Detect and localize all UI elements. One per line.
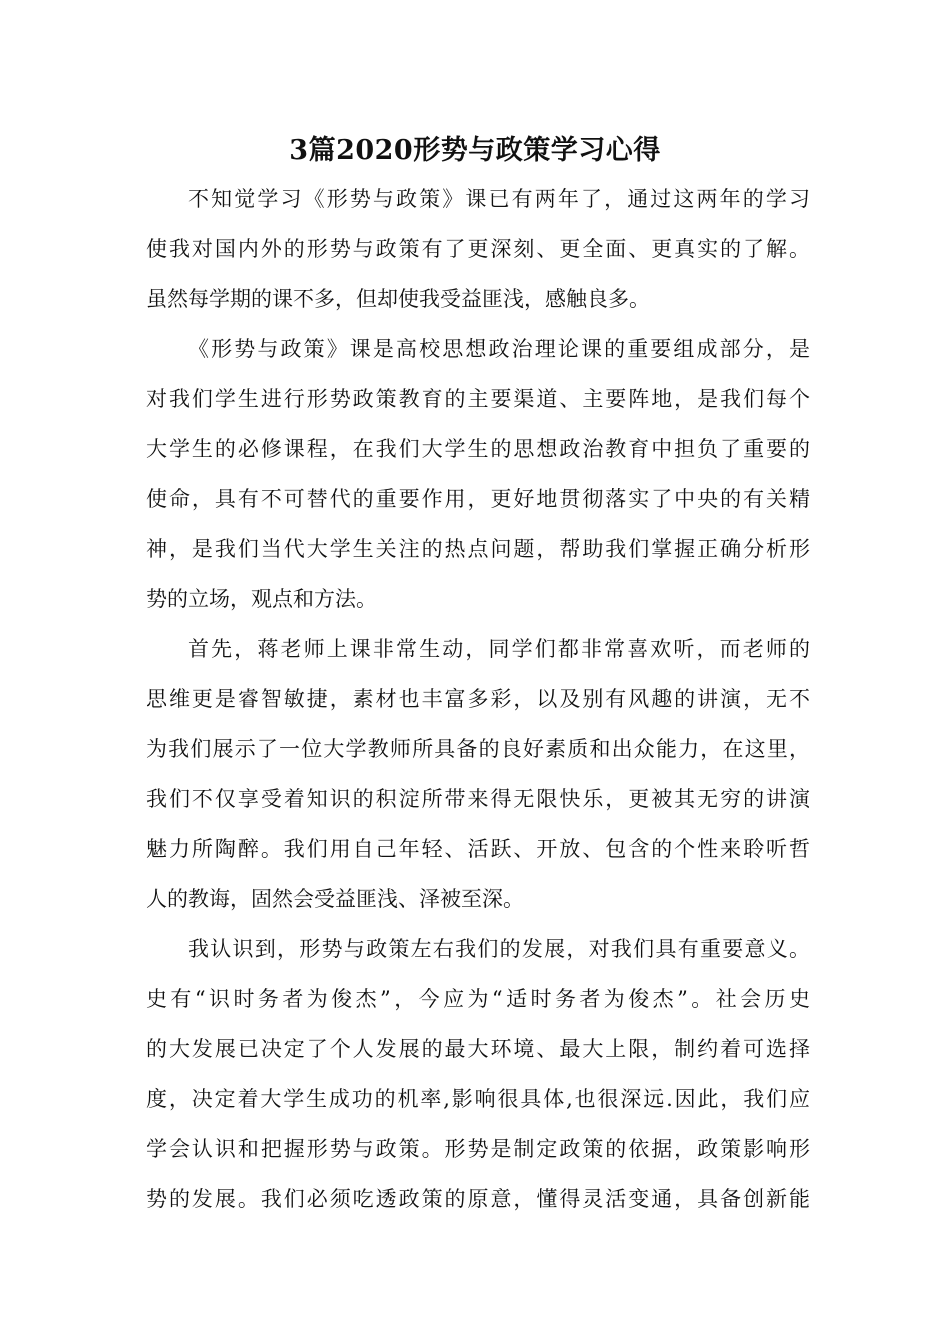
paragraph-line: 势的立场，观点和方法。 <box>146 587 377 611</box>
paragraph-line: 我们不仅享受着知识的积淀所带来得无限快乐，更被其无穷的讲演 <box>146 787 810 811</box>
paragraph-line: 使我对国内外的形势与政策有了更深刻、更全面、更真实的了解。 <box>146 237 810 261</box>
paragraph-line: 学会认识和把握形势与政策。形势是制定政策的依据，政策影响形 <box>146 1137 810 1161</box>
paragraph-line: 思维更是睿智敏捷，素材也丰富多彩，以及别有风趣的讲演，无不 <box>146 687 810 711</box>
paragraph-line: 不知觉学习《形势与政策》课已有两年了，通过这两年的学习 <box>188 187 810 211</box>
paragraph-line: 对我们学生进行形势政策教育的主要渠道、主要阵地，是我们每个 <box>146 387 810 411</box>
paragraph-line: 为我们展示了一位大学教师所具备的良好素质和出众能力，在这里， <box>146 737 810 761</box>
paragraph-line: 首先，蒋老师上课非常生动，同学们都非常喜欢听，而老师的 <box>188 637 810 661</box>
paragraph-line: 度，决定着大学生成功的机率,影响很具体,也很深远.因此，我们应 <box>146 1087 810 1111</box>
paragraph-line: 人的教诲，固然会受益匪浅、泽被至深。 <box>146 887 524 911</box>
document-title: 3篇2020形势与政策学习心得 <box>289 135 661 166</box>
paragraph-line: 魅力所陶醉。我们用自己年轻、活跃、开放、包含的个性来聆听哲 <box>146 837 810 861</box>
paragraph-line: 《形势与政策》课是高校思想政治理论课的重要组成部分，是 <box>188 337 810 361</box>
paragraph-line: 使命，具有不可替代的重要作用，更好地贯彻落实了中央的有关精 <box>146 487 810 511</box>
paragraph-line: 大学生的必修课程，在我们大学生的思想政治教育中担负了重要的 <box>146 437 810 461</box>
paragraph-line: 的大发展已决定了个人发展的最大环境、最大上限，制约着可选择 <box>146 1037 810 1061</box>
paragraph-line: 虽然每学期的课不多，但却使我受益匪浅，感触良多。 <box>146 287 650 311</box>
paragraph-line: 我认识到，形势与政策左右我们的发展，对我们具有重要意义。 <box>188 937 810 961</box>
paragraph-line: 史有“识时务者为俊杰”，今应为“适时务者为俊杰”。社会历史 <box>146 987 810 1011</box>
paragraph-line: 势的发展。我们必须吃透政策的原意，懂得灵活变通，具备创新能 <box>146 1187 810 1211</box>
paragraph-line: 神，是我们当代大学生关注的热点问题，帮助我们掌握正确分析形 <box>146 537 810 561</box>
